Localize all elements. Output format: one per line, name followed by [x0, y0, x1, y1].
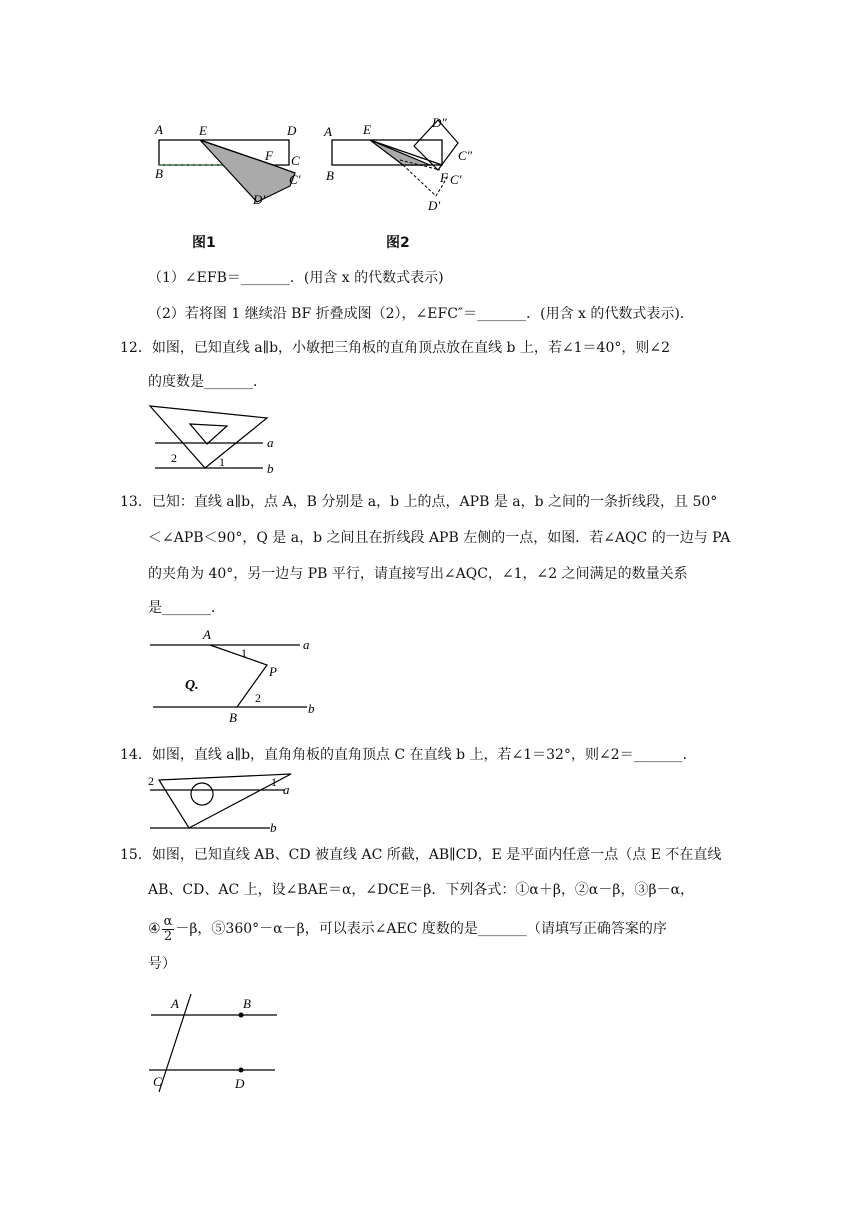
- label-B: B: [155, 166, 163, 181]
- point-Q-label: Q.: [185, 678, 199, 693]
- label-E: E: [363, 122, 371, 137]
- point-B-label: B: [229, 710, 237, 725]
- label-C-prime: C′: [289, 172, 301, 187]
- label-C: C: [291, 153, 300, 168]
- label-F: F: [440, 170, 448, 185]
- figure-2-caption: 图2: [386, 235, 410, 251]
- alpha-over-2-fraction: [162, 915, 175, 944]
- q13-line3: 的夹角为 40°，另一边与 PB 平行，请直接写出∠AQC，∠1，∠2 之间满足的数量关系: [148, 566, 688, 582]
- point-D-label: D: [235, 1076, 245, 1091]
- q15-line2: AB、CD、AC 上，设∠BAE＝α，∠DCE＝β．下列各式：①α＋β，②α－β，③β－α，: [148, 882, 695, 898]
- point-C-label: C: [153, 1074, 162, 1089]
- q11-part2: （2）若将图 1 继续沿 BF 折叠成图（2），∠EFC″＝_______．(用含 x 的代数式表示)．: [148, 306, 694, 322]
- zigzag-diagram: [145, 625, 325, 725]
- line-a-label: a: [303, 637, 310, 652]
- fraction-denominator: 2: [163, 928, 173, 944]
- label-D-double-prime: D″: [432, 115, 447, 130]
- fold-diagram-1: [145, 118, 320, 213]
- q11-part1: （1）∠EFB＝_______．(用含 x 的代数式表示): [148, 270, 444, 286]
- q13-line2: ＜∠APB＜90°，Q 是 a，b 之间且在折线段 APB 左侧的一点，如图．若∠AQC 的一边与 PA: [148, 530, 731, 546]
- point-B-label: B: [243, 996, 251, 1011]
- line-a-label: a: [267, 435, 274, 450]
- fold-diagram-2: [318, 110, 493, 220]
- right-triangle-diagram: [145, 768, 295, 834]
- q15-line4: 号）: [148, 956, 176, 972]
- q14-line1: 14．如图，直线 a∥b，直角角板的直角顶点 C 在直线 b 上，若∠1＝32°，则∠2＝_______．: [120, 747, 697, 763]
- point-A-label: A: [171, 996, 179, 1011]
- label-A: A: [324, 124, 332, 139]
- q11-figure-2: [318, 110, 493, 220]
- line-b-label: b: [270, 820, 277, 834]
- q15-line3-rest: －β，⑤360°－α－β，可以表示∠AEC 度数的是_______（请填写正确答案的序: [175, 921, 667, 937]
- line-a-label: a: [283, 782, 290, 797]
- label-F: F: [265, 148, 273, 163]
- q15-line3: [148, 910, 667, 948]
- line-b-label: b: [267, 461, 274, 476]
- label-D-prime: D′: [253, 192, 266, 207]
- label-D: D: [287, 123, 297, 138]
- point-P-label: P: [269, 664, 277, 679]
- fraction-numerator: α: [163, 913, 173, 929]
- label-E: E: [199, 123, 207, 138]
- q12-line2: 的度数是_______．: [148, 374, 267, 390]
- figure-1-caption: 图1: [192, 235, 216, 251]
- line-b-label: b: [308, 701, 315, 716]
- angle-2-label: 2: [148, 774, 154, 788]
- q15-line1: 15．如图，已知直线 AB、CD 被直线 AC 所截，AB∥CD，E 是平面内任意一点（点 E 不在直线: [120, 847, 722, 863]
- q14-figure: [145, 768, 295, 834]
- label-D-prime: D′: [428, 198, 441, 213]
- parallel-lines-diagram: [145, 990, 285, 1095]
- q15-figure: [145, 990, 285, 1095]
- angle-2-label: 2: [255, 691, 261, 705]
- angle-2-label: 2: [171, 451, 177, 465]
- point-A-label: A: [203, 627, 211, 642]
- q12-line1: 12．如图，已知直线 a∥b，小敏把三角板的直角顶点放在直线 b 上，若∠1＝40°，则∠2: [120, 340, 670, 356]
- q12-figure: [145, 400, 285, 478]
- angle-1-label: 1: [271, 775, 277, 789]
- angle-1-label: 1: [241, 646, 247, 660]
- set-square-diagram: [145, 400, 285, 478]
- q13-line4: 是_______．: [148, 600, 225, 616]
- label-C-prime: C′: [450, 172, 462, 187]
- q13-figure: [145, 625, 325, 725]
- label-C-double-prime: C″: [458, 148, 473, 163]
- label-B: B: [326, 168, 334, 183]
- option-4-marker: ④: [148, 921, 161, 937]
- angle-1-label: 1: [219, 455, 225, 469]
- q11-figure-1: [145, 118, 320, 213]
- q13-line1: 13．已知：直线 a∥b，点 A，B 分别是 a，b 上的点，APB 是 a，b 之间的一条折线段，且 50°: [120, 494, 718, 510]
- label-A: A: [155, 122, 163, 137]
